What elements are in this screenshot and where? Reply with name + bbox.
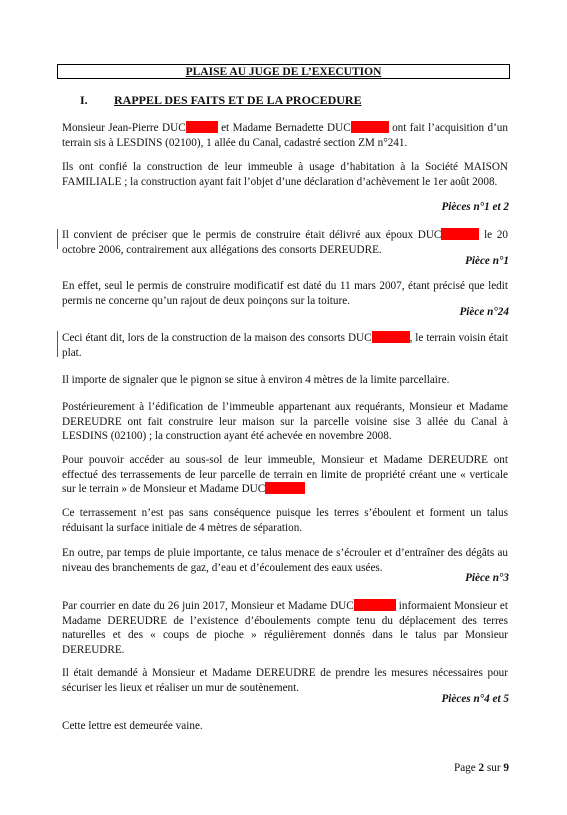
paragraph-letter [62, 599, 508, 657]
redaction-block [441, 228, 479, 240]
paragraph-text: ont fait l’acquisition d’un terrain sis à LESDINS (02100), 1 allée du Canal, cadastré section ZM n°241. [62, 122, 508, 149]
document-title-text: PLAISE AU JUGE DE L’EXECUTION [185, 66, 382, 78]
paragraph-earthworks [62, 453, 508, 497]
paragraph-flat-terrain [62, 331, 508, 360]
paragraph-text: , le terrain voisin était plat. [62, 332, 508, 359]
margin-change-bar [57, 229, 58, 249]
paragraph-modified-permit: En effet, seul le permis de construire modificatif est daté du 11 mars 2007, étant précisé que ledit permis ne concerne qu’un rajout de deux poinçons sur la toiture. [62, 280, 508, 307]
margin-change-bar [57, 331, 58, 357]
redaction-block [372, 331, 410, 343]
paragraph-text: informaient Monsieur et Madame DEREUDRE de l’existence d’éboulements compte tenu du déplacement des terres naturelles et des « coups de pioche » régulièrement donnés dans le talus par Monsieur DEREUDRE. [62, 600, 508, 656]
paragraph-slope: Ce terrassement n’est pas sans conséquence puisque les terres s’éboulent et forment un talus réduisant la surface initiale de 4 mètres de séparation. [62, 507, 508, 534]
redaction-block [186, 121, 218, 133]
paragraph-text: Il convient de préciser que le permis de construire était délivré aux époux DUC [62, 229, 442, 241]
piece-reference: Pièce n°1 [465, 255, 509, 267]
paragraph-text: et Madame Bernadette DUC [217, 122, 351, 134]
paragraph-text: Pour pouvoir accéder au sous-sol de leur immeuble, Monsieur et Madame DEREUDRE ont effectué des terrassements de leur parcelle de terrain en limite de propriété créant une « verticale sur le terrain » de Monsieur et Madame DUC [62, 454, 508, 496]
redaction-block [351, 121, 389, 133]
paragraph-request: Il était demandé à Monsieur et Madame DEREUDRE de prendre les mesures nécessaires pour sécuriser les lieux et réaliser un mur de soutènement. [62, 667, 508, 694]
total-pages: 9 [503, 762, 509, 774]
paragraph-permit [62, 228, 508, 257]
paragraph-acquisition [62, 121, 508, 150]
current-page: 2 [478, 762, 485, 774]
paragraph-text: le 20 octobre 2006, contrairement aux allégations des consorts DEREUDRE. [62, 229, 509, 256]
paragraph-gable: Il importe de signaler que le pignon se situe à environ 4 mètres de la limite parcellaire. [62, 374, 450, 386]
page-number [454, 762, 509, 774]
piece-reference: Pièce n°24 [459, 306, 509, 318]
paragraph-rain-threat: En outre, par temps de pluie importante, ce talus menace de s’écrouler et d’entraîner des dégâts au niveau des branchements de gaz, d’eau et d’écoulement des eaux usées. [62, 547, 508, 574]
paragraph-neighbor-house: Postérieurement à l’édification de l’immeuble appartenant aux requérants, Monsieur et Madame DEREUDRE ont fait construire leur maison sur la parcelle voisine sise 3 allée du Canal à LESDINS (02100) ; la construction ayant été achevée en novembre 2008. [62, 401, 508, 443]
paragraph-construction: Ils ont confié la construction de leur immeuble à usage d’habitation à la Société MAISON FAMILIALE ; la construction ayant fait l’objet d’une déclaration d’achèvement le 1er août 2008. [62, 161, 508, 188]
page-label: Page [453, 762, 476, 774]
piece-reference: Pièces n°1 et 2 [441, 201, 509, 213]
section-number: I. [80, 93, 88, 107]
redaction-block [265, 482, 305, 494]
piece-reference: Pièces n°4 et 5 [441, 693, 509, 705]
paragraph-text: Par courrier en date du 26 juin 2017, Monsieur et Madame DUC [62, 600, 354, 612]
paragraph-text: Ceci étant dit, lors de la construction de la maison des consorts DUC [62, 332, 372, 344]
piece-reference: Pièce n°3 [465, 572, 509, 584]
paragraph-vain: Cette lettre est demeurée vaine. [62, 720, 203, 732]
section-heading [80, 93, 362, 108]
paragraph-text: Monsieur Jean-Pierre DUC [62, 122, 186, 134]
page-separator: sur [486, 762, 501, 774]
section-title: RAPPEL DES FAITS ET DE LA PROCEDURE [114, 93, 362, 107]
redaction-block [354, 599, 396, 611]
document-title [57, 64, 510, 79]
